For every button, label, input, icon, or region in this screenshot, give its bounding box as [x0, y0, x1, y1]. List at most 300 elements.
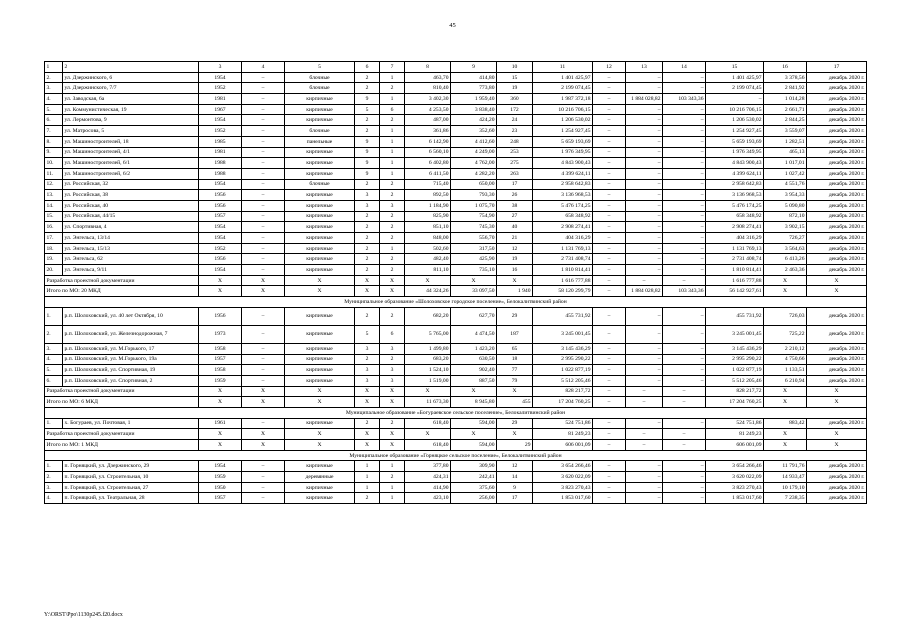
- table-cell: 4 762,00: [451, 158, 497, 169]
- table-cell: 425,90: [451, 254, 497, 265]
- table-cell: X: [764, 429, 807, 440]
- table-cell: –: [242, 179, 285, 190]
- table-cell: декабрь 2020 г.: [807, 482, 867, 493]
- table-cell: 2.: [45, 472, 63, 483]
- table-cell: 627,70: [451, 307, 497, 325]
- table-cell: –: [593, 429, 626, 440]
- table-cell: –: [663, 147, 706, 158]
- column-number: 14: [663, 62, 706, 73]
- table-cell: кирпичные: [285, 461, 355, 472]
- table-cell: 726,27: [764, 233, 807, 244]
- table-cell: –: [626, 211, 663, 222]
- table-cell: 2: [380, 233, 405, 244]
- table-cell: 556,70: [451, 233, 497, 244]
- table-cell: 2: [355, 72, 380, 83]
- table-cell: –: [242, 461, 285, 472]
- table-cell: 1956: [199, 307, 242, 325]
- table-cell: ул. Коммунистическая, 19: [63, 104, 199, 115]
- table-cell: X: [285, 429, 355, 440]
- table-cell: декабрь 2020 г.: [807, 265, 867, 276]
- table-cell: ул. Российская, 44/15: [63, 211, 199, 222]
- table-cell: 658 348,92: [706, 211, 764, 222]
- table-cell: –: [242, 83, 285, 94]
- table-cell: 275: [497, 158, 533, 169]
- table-cell: п. Горняцкий, ул. Дзержинского, 29: [63, 461, 199, 472]
- table-cell: 19: [497, 83, 533, 94]
- table-cell: ул. Машиностроителей, 6/1: [63, 158, 199, 169]
- table-cell: 3: [355, 343, 380, 354]
- table-cell: 1: [380, 147, 405, 158]
- table-cell: 887,50: [451, 375, 497, 386]
- table-cell: 17: [497, 493, 533, 504]
- table-cell: –: [593, 440, 626, 451]
- housing-repair-table: [44, 61, 867, 504]
- table-cell: 1 853 017,60: [533, 493, 593, 504]
- table-cell: –: [593, 147, 626, 158]
- table-row: [45, 243, 867, 254]
- table-cell: кирпичные: [285, 365, 355, 376]
- table-cell: 658 348,92: [533, 211, 593, 222]
- table-cell: 5.: [45, 104, 63, 115]
- table-cell: –: [593, 286, 626, 297]
- table-cell: 1 401 425,97: [533, 72, 593, 83]
- table-cell: –: [626, 375, 663, 386]
- table-cell: 103 343,36: [663, 94, 706, 105]
- table-cell: 1954: [199, 265, 242, 276]
- table-cell: –: [626, 354, 663, 365]
- table-cell: 44 324,26: [405, 286, 451, 297]
- table-cell: 19.: [45, 254, 63, 265]
- table-cell: 1: [355, 472, 380, 483]
- table-cell: X: [807, 386, 867, 397]
- document-path: Y:\ORST\Ppo\1130p245.f20.docx: [44, 612, 123, 618]
- table-cell: X: [285, 386, 355, 397]
- table-cell: 3 838,40: [451, 104, 497, 115]
- table-cell: 502,60: [405, 243, 451, 254]
- table-cell: 2 731 408,74: [706, 254, 764, 265]
- table-cell: –: [626, 472, 663, 483]
- table-cell: 1 616 777,88: [533, 275, 593, 286]
- table-cell: 1988: [199, 168, 242, 179]
- table-cell: 1961: [199, 418, 242, 429]
- table-cell: 9: [355, 158, 380, 169]
- table-cell: 1985: [199, 136, 242, 147]
- table-cell: 2: [355, 493, 380, 504]
- table-cell: 17.: [45, 233, 63, 244]
- table-cell: 1957: [199, 354, 242, 365]
- table-cell: X: [242, 286, 285, 297]
- table-cell: декабрь 2020 г.: [807, 126, 867, 137]
- table-cell: 1 131 769,13: [706, 243, 764, 254]
- column-number: 4: [242, 62, 285, 73]
- table-cell: –: [663, 365, 706, 376]
- column-number: 8: [405, 62, 451, 73]
- table-cell: 11.: [45, 168, 63, 179]
- table-cell: 2: [380, 222, 405, 233]
- table-cell: 2: [380, 254, 405, 265]
- table-row: [45, 365, 867, 376]
- table-cell: –: [663, 461, 706, 472]
- table-cell: 1: [380, 126, 405, 137]
- table-cell: р.п. Шолоховский, ул. Железнодорожная, 7: [63, 325, 199, 343]
- table-cell: –: [242, 136, 285, 147]
- table-row: [45, 179, 867, 190]
- table-cell: 2: [355, 115, 380, 126]
- table-cell: 1 017,01: [764, 158, 807, 169]
- table-cell: –: [663, 126, 706, 137]
- table-cell: 1954: [199, 461, 242, 472]
- table-cell: 3 136 968,53: [706, 190, 764, 201]
- table-cell: 17 204 760,25: [533, 397, 593, 408]
- table-cell: –: [242, 211, 285, 222]
- table-cell: –: [626, 365, 663, 376]
- table-cell: ул. Российская, 40: [63, 200, 199, 211]
- table-cell: 3 564,63: [764, 243, 807, 254]
- table-cell: X: [807, 429, 867, 440]
- table-cell: –: [593, 354, 626, 365]
- table-cell: 7.: [45, 126, 63, 137]
- table-row: [45, 200, 867, 211]
- table-cell: 352,60: [451, 126, 497, 137]
- table-cell: –: [242, 493, 285, 504]
- table-cell: X: [199, 397, 242, 408]
- table-cell: 248: [497, 136, 533, 147]
- table-cell: –: [242, 94, 285, 105]
- table-cell: ул. Энгельса, 13/14: [63, 233, 199, 244]
- table-cell: –: [626, 136, 663, 147]
- table-cell: 811,10: [405, 265, 451, 276]
- table-cell: ул. Спортивная, 4: [63, 222, 199, 233]
- table-cell: 1 499,80: [405, 343, 451, 354]
- table-cell: 6: [380, 104, 405, 115]
- table-cell: –: [626, 115, 663, 126]
- table-cell: –: [593, 126, 626, 137]
- table-cell: 1957: [199, 493, 242, 504]
- table-cell: 1954: [199, 233, 242, 244]
- table-cell: декабрь 2020 г.: [807, 158, 867, 169]
- table-cell: 3.: [45, 83, 63, 94]
- table-cell: 1 022 877,19: [533, 365, 593, 376]
- table-cell: кирпичные: [285, 158, 355, 169]
- table-cell: 2: [380, 307, 405, 325]
- design-docs-row: [45, 386, 867, 397]
- table-cell: 40: [497, 222, 533, 233]
- column-number: 3: [199, 62, 242, 73]
- table-cell: 1 206 530,02: [533, 115, 593, 126]
- table-cell: х. Богураев, ул. Почтовая, 1: [63, 418, 199, 429]
- table-cell: 1: [380, 168, 405, 179]
- table-cell: блочные: [285, 83, 355, 94]
- table-cell: 455 731,92: [706, 307, 764, 325]
- table-cell: 2: [380, 115, 405, 126]
- table-cell: 1.: [45, 307, 63, 325]
- table-cell: 2 199 074,45: [706, 83, 764, 94]
- table-cell: –: [663, 429, 706, 440]
- table-cell: 883,42: [764, 418, 807, 429]
- table-cell: 618,40: [405, 440, 451, 451]
- table-cell: декабрь 2020 г.: [807, 365, 867, 376]
- table-cell: 3 620 022,09: [533, 472, 593, 483]
- table-cell: 1956: [199, 190, 242, 201]
- table-cell: 6 402,80: [405, 158, 451, 169]
- table-cell: X: [764, 286, 807, 297]
- table-cell: 414,90: [405, 482, 451, 493]
- table-cell: 902,40: [451, 365, 497, 376]
- table-cell: декабрь 2020 г.: [807, 307, 867, 325]
- table-cell: 650,00: [451, 179, 497, 190]
- table-cell: –: [663, 115, 706, 126]
- table-row: [45, 72, 867, 83]
- table-cell: ул. Российская, 32: [63, 179, 199, 190]
- table-cell: –: [593, 265, 626, 276]
- table-cell: –: [242, 190, 285, 201]
- table-cell: 3.: [45, 482, 63, 493]
- table-cell: 2 463,36: [764, 265, 807, 276]
- table-cell: –: [242, 265, 285, 276]
- table-cell: –: [593, 493, 626, 504]
- table-cell: X: [199, 286, 242, 297]
- table-cell: –: [242, 307, 285, 325]
- table-cell: 29: [497, 307, 533, 325]
- table-cell: –: [626, 461, 663, 472]
- table-cell: –: [663, 83, 706, 94]
- table-cell: –: [626, 265, 663, 276]
- table-cell: –: [242, 365, 285, 376]
- table-cell: 4 249,00: [451, 147, 497, 158]
- table-cell: –: [593, 115, 626, 126]
- table-cell: деревянные: [285, 472, 355, 483]
- table-cell: 2 844,25: [764, 115, 807, 126]
- table-cell: –: [663, 104, 706, 115]
- table-cell: 1.: [45, 418, 63, 429]
- table-cell: 465,13: [764, 147, 807, 158]
- table-cell: ул. Энгельса, 9/11: [63, 265, 199, 276]
- table-cell: –: [663, 136, 706, 147]
- table-cell: 4 843 900,43: [533, 158, 593, 169]
- table-cell: 1 184,90: [405, 200, 451, 211]
- table-cell: декабрь 2020 г.: [807, 222, 867, 233]
- table-cell: 5 659 193,69: [533, 136, 593, 147]
- table-cell: кирпичные: [285, 343, 355, 354]
- table-cell: 3 823 270,43: [706, 482, 764, 493]
- table-cell: 2: [355, 211, 380, 222]
- table-cell: –: [626, 440, 663, 451]
- table-cell: –: [626, 104, 663, 115]
- table-cell: 9: [355, 136, 380, 147]
- table-cell: 6 560,10: [405, 147, 451, 158]
- table-cell: 2: [380, 418, 405, 429]
- table-cell: 1 810 814,41: [533, 265, 593, 276]
- table-cell: 3: [355, 375, 380, 386]
- table-cell: 13.: [45, 190, 63, 201]
- table-cell: 1952: [199, 243, 242, 254]
- table-cell: декабрь 2020 г.: [807, 243, 867, 254]
- total-row: [45, 286, 867, 297]
- table-row: [45, 168, 867, 179]
- table-cell: 8.: [45, 136, 63, 147]
- table-cell: –: [663, 440, 706, 451]
- table-cell: 1 976 349,95: [706, 147, 764, 158]
- table-cell: X: [380, 275, 405, 286]
- table-cell: 81 249,23: [533, 429, 593, 440]
- table-cell: 242,41: [451, 472, 497, 483]
- table-cell: 1958: [199, 343, 242, 354]
- table-cell: 1967: [199, 104, 242, 115]
- design-docs-row: [45, 275, 867, 286]
- table-cell: 4.: [45, 493, 63, 504]
- table-cell: 4 412,60: [451, 136, 497, 147]
- table-cell: 11 791,76: [764, 461, 807, 472]
- table-cell: 715,40: [405, 179, 451, 190]
- table-cell: декабрь 2020 г.: [807, 104, 867, 115]
- table-cell: панельные: [285, 136, 355, 147]
- table-cell: декабрь 2020 г.: [807, 354, 867, 365]
- table-cell: –: [663, 211, 706, 222]
- table-cell: –: [242, 168, 285, 179]
- table-cell: 2: [355, 265, 380, 276]
- table-cell: 2: [355, 126, 380, 137]
- table-cell: –: [626, 126, 663, 137]
- table-cell: 7 238,35: [764, 493, 807, 504]
- table-cell: –: [593, 136, 626, 147]
- table-row: [45, 158, 867, 169]
- table-cell: X: [497, 386, 533, 397]
- table-cell: 404 316,29: [533, 233, 593, 244]
- table-cell: 317,50: [451, 243, 497, 254]
- table-row: [45, 307, 867, 325]
- table-cell: –: [626, 429, 663, 440]
- table-cell: декабрь 2020 г.: [807, 493, 867, 504]
- table-cell: кирпичные: [285, 222, 355, 233]
- table-cell: ул. Матросова, 5: [63, 126, 199, 137]
- table-row: [45, 493, 867, 504]
- table-cell: –: [663, 265, 706, 276]
- table-cell: X: [807, 397, 867, 408]
- column-number-row: [45, 62, 867, 73]
- table-cell: 1: [380, 493, 405, 504]
- table-cell: –: [663, 375, 706, 386]
- table-cell: 29: [497, 440, 533, 451]
- table-cell: 1: [355, 461, 380, 472]
- table-cell: 1: [380, 136, 405, 147]
- table-cell: 682,20: [405, 307, 451, 325]
- column-number: 9: [451, 62, 497, 73]
- table-cell: 793,30: [451, 190, 497, 201]
- table-cell: 1 616 777,88: [706, 275, 764, 286]
- table-cell: декабрь 2020 г.: [807, 200, 867, 211]
- table-cell: 81 249,23: [706, 429, 764, 440]
- table-cell: 1 853 017,60: [706, 493, 764, 504]
- table-cell: Итого по МО: 20 МКД: [45, 286, 199, 297]
- table-cell: –: [593, 83, 626, 94]
- table-cell: 3: [380, 375, 405, 386]
- table-cell: –: [593, 211, 626, 222]
- table-cell: 21: [497, 233, 533, 244]
- table-cell: 1 401 425,97: [706, 72, 764, 83]
- table-cell: кирпичные: [285, 307, 355, 325]
- table-cell: 6 411,50: [405, 168, 451, 179]
- table-cell: X: [405, 386, 451, 397]
- table-cell: 2 995 290,22: [533, 354, 593, 365]
- table-cell: 5 659 193,69: [706, 136, 764, 147]
- table-cell: 3 559,07: [764, 126, 807, 137]
- table-cell: 3 245 001,45: [706, 325, 764, 343]
- table-cell: –: [593, 375, 626, 386]
- table-cell: р.п. Шолоховский, ул. Спортивная, 2: [63, 375, 199, 386]
- table-cell: –: [242, 72, 285, 83]
- table-cell: 2 995 290,22: [706, 354, 764, 365]
- table-cell: 618,40: [405, 418, 451, 429]
- table-cell: –: [593, 397, 626, 408]
- table-cell: кирпичные: [285, 482, 355, 493]
- table-cell: 9: [497, 482, 533, 493]
- table-cell: 725,22: [764, 325, 807, 343]
- column-number: 7: [380, 62, 405, 73]
- section-title: Муниципальное образование «Горняцкое сельское поселение», Белокалитвинский район: [45, 450, 867, 461]
- section-title: Муниципальное образование «Шолоховское городское поселение», Белокалитвинский район: [45, 297, 867, 308]
- table-cell: ул. Машиностроителей, 18: [63, 136, 199, 147]
- table-cell: декабрь 2020 г.: [807, 94, 867, 105]
- table-cell: –: [663, 72, 706, 83]
- table-cell: 3 954,33: [764, 190, 807, 201]
- table-cell: 773,80: [451, 83, 497, 94]
- table-cell: 1: [380, 243, 405, 254]
- table-cell: 2: [355, 354, 380, 365]
- table-row: [45, 211, 867, 222]
- table-cell: –: [663, 343, 706, 354]
- table-cell: –: [663, 190, 706, 201]
- table-cell: 1: [380, 158, 405, 169]
- table-cell: X: [199, 386, 242, 397]
- table-cell: 26: [497, 190, 533, 201]
- table-cell: 377,80: [405, 461, 451, 472]
- table-cell: 2: [380, 179, 405, 190]
- table-cell: 1952: [199, 83, 242, 94]
- table-cell: 851,10: [405, 222, 451, 233]
- table-cell: 38: [497, 200, 533, 211]
- column-number: 16: [764, 62, 807, 73]
- table-cell: –: [242, 354, 285, 365]
- table-cell: 14.: [45, 200, 63, 211]
- table-cell: 9.: [45, 147, 63, 158]
- table-cell: –: [626, 72, 663, 83]
- table-cell: 487,00: [405, 115, 451, 126]
- table-cell: 20.: [45, 265, 63, 276]
- table-cell: 4 253,50: [405, 104, 451, 115]
- table-cell: X: [355, 386, 380, 397]
- table-cell: X: [497, 275, 533, 286]
- table-cell: –: [626, 190, 663, 201]
- table-cell: 2 731 408,74: [533, 254, 593, 265]
- table-cell: –: [626, 482, 663, 493]
- table-cell: 1 133,51: [764, 365, 807, 376]
- table-cell: 1: [380, 461, 405, 472]
- table-cell: –: [706, 94, 764, 105]
- table-cell: 4.: [45, 94, 63, 105]
- table-cell: –: [663, 472, 706, 483]
- column-number: 12: [593, 62, 626, 73]
- table-cell: 12: [497, 461, 533, 472]
- table-cell: –: [663, 397, 706, 408]
- table-cell: 1 014,28: [764, 94, 807, 105]
- table-cell: 3 402,30: [405, 94, 451, 105]
- table-cell: 18.: [45, 243, 63, 254]
- table-row: [45, 254, 867, 265]
- table-cell: 1958: [199, 365, 242, 376]
- table-cell: 1 206 530,02: [706, 115, 764, 126]
- table-cell: –: [626, 397, 663, 408]
- table-cell: 1959: [199, 375, 242, 386]
